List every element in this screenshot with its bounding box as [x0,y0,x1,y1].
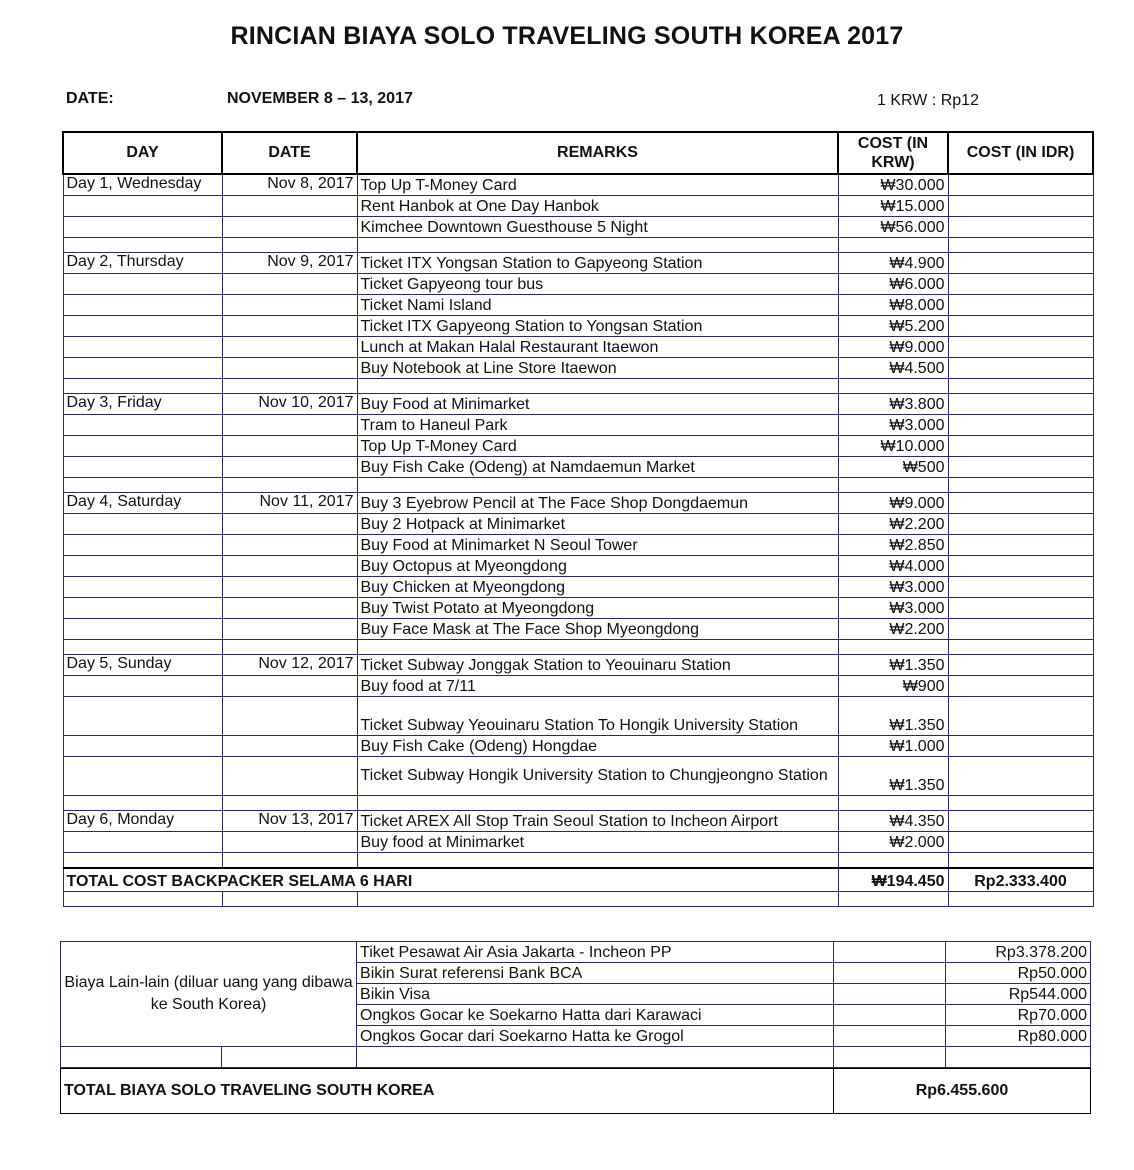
table-row [63,394,1093,415]
other-remark: Bikin Surat referensi Bank BCA [357,963,834,984]
cost-idr-cell [948,556,1093,577]
empty-cell [222,577,357,598]
cost-krw-cell: ₩4.350 [838,811,948,832]
remark-cell: Ticket Subway Jonggak Station to Yeouinaru Station [357,655,838,676]
day-cell: Day 5, Sunday [63,655,222,676]
cost-krw-cell: ₩4.500 [838,358,948,379]
empty-cell [222,337,357,358]
empty-cell [63,457,222,478]
date-cell: Nov 13, 2017 [222,811,357,832]
remark-cell: Buy Octopus at Myeongdong [357,556,838,577]
exchange-rate: 1 KRW : Rp12 [877,92,979,109]
empty-cell [222,598,357,619]
empty-cell [222,358,357,379]
cost-idr-cell [948,196,1093,217]
cost-krw-cell: ₩1.350 [838,697,948,736]
empty-cell [948,853,1093,869]
empty-cell [222,196,357,217]
empty-cell [948,796,1093,811]
empty-cell [838,892,948,907]
table-row [63,655,1093,676]
total-idr: Rp2.333.400 [948,868,1093,892]
empty-cell [63,676,222,697]
cost-idr-cell [948,274,1093,295]
table-row [63,619,1093,640]
remark-cell: Ticket Nami Island [357,295,838,316]
remark-cell: Top Up T-Money Card [357,174,838,196]
cost-idr-cell [948,358,1093,379]
empty-cell [63,640,222,655]
remark-cell: Buy Food at Minimarket [357,394,838,415]
empty-cell [222,556,357,577]
date-cell: Nov 11, 2017 [222,493,357,514]
other-remark: Ongkos Gocar ke Soekarno Hatta dari Karawaci [357,1005,834,1026]
empty-cell [63,892,222,907]
remark-cell: Buy Twist Potato at Myeongdong [357,598,838,619]
empty-cell [63,514,222,535]
day-cell: Day 2, Thursday [63,253,222,274]
cost-krw-cell: ₩9.000 [838,493,948,514]
empty-cell [948,379,1093,394]
remark-cell: Ticket Subway Yeouinaru Station To Hongik University Station [357,697,838,736]
cost-idr-cell [948,598,1093,619]
date-cell: Nov 8, 2017 [222,174,357,196]
remark-cell: Buy Chicken at Myeongdong [357,577,838,598]
empty-cell [357,478,838,493]
empty-cell [948,478,1093,493]
remark-cell: Ticket ITX Yongsan Station to Gapyeong Station [357,253,838,274]
spacer-row [63,379,1093,394]
cost-krw-cell: ₩2.000 [838,832,948,853]
empty-cell [222,295,357,316]
table-row [63,174,1093,196]
empty-cell [63,736,222,757]
cost-krw-cell: ₩4.000 [838,556,948,577]
empty-cell [357,796,838,811]
expense-table [62,131,1094,907]
empty-cell [222,316,357,337]
day-cell: Day 6, Monday [63,811,222,832]
cost-krw-cell: ₩2.200 [838,514,948,535]
remark-cell: Buy 3 Eyebrow Pencil at The Face Shop Dongdaemun [357,493,838,514]
header-date: DATE [222,132,357,174]
grand-total-value: Rp6.455.600 [834,1069,1091,1114]
empty-cell [838,379,948,394]
remark-cell: Ticket ITX Gapyeong Station to Yongsan Station [357,316,838,337]
empty-cell [222,796,357,811]
empty-cell [222,379,357,394]
empty-cell [222,478,357,493]
remark-cell: Kimchee Downtown Guesthouse 5 Night [357,217,838,238]
total-krw: ₩194.450 [838,868,948,892]
cost-idr-cell [948,253,1093,274]
cost-idr-cell [948,394,1093,415]
date-cell: Nov 9, 2017 [222,253,357,274]
table-row [63,217,1093,238]
empty-cell [838,640,948,655]
cost-krw-cell: ₩1.000 [838,736,948,757]
cost-idr-cell [948,217,1093,238]
empty-cell [948,892,1093,907]
empty-cell [222,238,357,253]
spacer-row [63,238,1093,253]
header-day: DAY [63,132,222,174]
table-row [63,676,1093,697]
empty-cell [63,598,222,619]
empty-cell [222,457,357,478]
header-cost-krw: COST (IN KRW) [838,132,948,174]
other-idr: Rp3.378.200 [946,942,1091,963]
header-cost-idr: COST (IN IDR) [948,132,1093,174]
empty-cell [63,295,222,316]
other-remark: Ongkos Gocar dari Soekarno Hatta ke Grogol [357,1026,834,1047]
empty-cell [357,853,838,869]
cost-idr-cell [948,736,1093,757]
table-row [63,832,1093,853]
empty-cell [222,892,357,907]
cost-krw-cell: ₩30.000 [838,174,948,196]
cost-idr-cell [948,697,1093,736]
remark-cell: Buy Notebook at Line Store Itaewon [357,358,838,379]
empty-cell [63,415,222,436]
cost-krw-cell: ₩900 [838,676,948,697]
table-row [63,535,1093,556]
cost-idr-cell [948,655,1093,676]
remark-cell: Tram to Haneul Park [357,415,838,436]
cost-krw-cell: ₩6.000 [838,274,948,295]
cost-krw-cell: ₩9.000 [838,337,948,358]
remark-cell: Buy food at 7/11 [357,676,838,697]
remark-cell: Rent Hanbok at One Day Hanbok [357,196,838,217]
table-row [63,358,1093,379]
empty-cell [63,238,222,253]
empty-cell [222,535,357,556]
empty-cell [222,736,357,757]
other-remark: Bikin Visa [357,984,834,1005]
cost-krw-cell: ₩2.850 [838,535,948,556]
table-row [63,697,1093,736]
cost-krw-cell: ₩10.000 [838,436,948,457]
empty-cell [222,676,357,697]
table-row [63,316,1093,337]
cost-krw-cell: ₩5.200 [838,316,948,337]
cost-krw-cell: ₩3.000 [838,577,948,598]
empty-cell [948,238,1093,253]
cost-krw-cell: ₩8.000 [838,295,948,316]
empty-cell [222,640,357,655]
table-row [63,757,1093,796]
empty-cell [357,379,838,394]
table-row [63,556,1093,577]
cost-idr-cell [948,457,1093,478]
empty-cell [63,478,222,493]
remark-cell: Buy Fish Cake (Odeng) Hongdae [357,736,838,757]
empty-cell [63,535,222,556]
cost-krw-cell: ₩1.350 [838,655,948,676]
cost-idr-cell [948,676,1093,697]
cost-krw-cell: ₩15.000 [838,196,948,217]
empty-cell [63,196,222,217]
cost-idr-cell [948,535,1093,556]
spacer-row [63,640,1093,655]
empty-cell [838,238,948,253]
table-row [63,415,1093,436]
empty-cell [63,379,222,394]
empty-cell [222,514,357,535]
table-row [63,295,1093,316]
cost-krw-cell: ₩3.800 [838,394,948,415]
empty-cell [222,832,357,853]
total-row [63,868,1093,892]
empty-cell [63,337,222,358]
empty-cell [222,757,357,796]
empty-cell [948,640,1093,655]
cost-idr-cell [948,832,1093,853]
header-remarks: REMARKS [357,132,838,174]
empty-cell [838,796,948,811]
empty-cell [63,577,222,598]
table-row [63,253,1093,274]
empty-cell [357,238,838,253]
other-idr: Rp80.000 [946,1026,1091,1047]
day-cell: Day 4, Saturday [63,493,222,514]
empty-cell [222,415,357,436]
table-row [63,457,1093,478]
empty-cell [63,274,222,295]
other-costs-table [60,941,1091,1068]
cost-idr-cell [948,757,1093,796]
empty-cell [63,358,222,379]
cost-idr-cell [948,493,1093,514]
empty-cell [222,217,357,238]
table-row [63,598,1093,619]
cost-krw-cell: ₩56.000 [838,217,948,238]
empty-cell [63,217,222,238]
cost-krw-cell: ₩3.000 [838,415,948,436]
empty-cell [222,274,357,295]
spacer-row [63,796,1093,811]
table-header-row [63,132,1093,174]
date-label: DATE: [66,90,114,107]
empty-cell [357,640,838,655]
empty-cell [838,478,948,493]
cost-idr-cell [948,619,1093,640]
total-label: TOTAL COST BACKPACKER SELAMA 6 HARI [63,868,838,892]
table-row [63,337,1093,358]
spacer-row [63,478,1093,493]
cost-krw-cell: ₩2.200 [838,619,948,640]
empty-cell [63,619,222,640]
empty-cell [222,619,357,640]
other-idr: Rp544.000 [946,984,1091,1005]
cost-idr-cell [948,415,1093,436]
day-cell: Day 3, Friday [63,394,222,415]
date-value: NOVEMBER 8 – 13, 2017 [227,90,413,107]
remark-cell: Buy food at Minimarket [357,832,838,853]
other-costs-label: Biaya Lain-lain (diluar uang yang dibawa ke South Korea) [61,942,357,1047]
table-row [63,196,1093,217]
empty-cell [63,853,222,869]
other-remark: Tiket Pesawat Air Asia Jakarta - Incheon PP [357,942,834,963]
empty-cell [63,757,222,796]
table-row [63,514,1093,535]
table-row [63,811,1093,832]
empty-cell [63,436,222,457]
empty-cell [63,316,222,337]
table-row [63,493,1093,514]
empty-cell [222,697,357,736]
remark-cell: Ticket Subway Hongik University Station to Chungjeongno Station [357,757,838,796]
empty-cell [222,436,357,457]
empty-cell [63,796,222,811]
cost-idr-cell [948,316,1093,337]
cost-krw-cell: ₩4.900 [838,253,948,274]
day-cell: Day 1, Wednesday [63,174,222,196]
page-title: RINCIAN BIAYA SOLO TRAVELING SOUTH KOREA 2017 [230,22,904,50]
cost-idr-cell [948,811,1093,832]
cost-idr-cell [948,436,1093,457]
empty-cell [63,697,222,736]
cost-idr-cell [948,577,1093,598]
remark-cell: Ticket AREX All Stop Train Seoul Station to Incheon Airport [357,811,838,832]
cost-idr-cell [948,174,1093,196]
empty-cell [63,556,222,577]
cost-krw-cell: ₩3.000 [838,598,948,619]
remark-cell: Top Up T-Money Card [357,436,838,457]
cost-krw-cell: ₩1.350 [838,757,948,796]
other-idr: Rp70.000 [946,1005,1091,1026]
grand-total-table [60,1068,1091,1114]
table-row [63,577,1093,598]
other-idr: Rp50.000 [946,963,1091,984]
grand-total-label: TOTAL BIAYA SOLO TRAVELING SOUTH KOREA [61,1069,834,1114]
remark-cell: Buy 2 Hotpack at Minimarket [357,514,838,535]
empty-cell [63,832,222,853]
date-cell: Nov 10, 2017 [222,394,357,415]
table-row [63,274,1093,295]
remark-cell: Buy Face Mask at The Face Shop Myeongdong [357,619,838,640]
cost-idr-cell [948,337,1093,358]
empty-cell [838,853,948,869]
empty-cell [357,892,838,907]
remark-cell: Buy Food at Minimarket N Seoul Tower [357,535,838,556]
remark-cell: Ticket Gapyeong tour bus [357,274,838,295]
cost-krw-cell: ₩500 [838,457,948,478]
table-row [63,436,1093,457]
table-row [63,736,1093,757]
remark-cell: Buy Fish Cake (Odeng) at Namdaemun Market [357,457,838,478]
cost-idr-cell [948,295,1093,316]
remark-cell: Lunch at Makan Halal Restaurant Itaewon [357,337,838,358]
date-cell: Nov 12, 2017 [222,655,357,676]
empty-cell [222,853,357,869]
cost-idr-cell [948,514,1093,535]
